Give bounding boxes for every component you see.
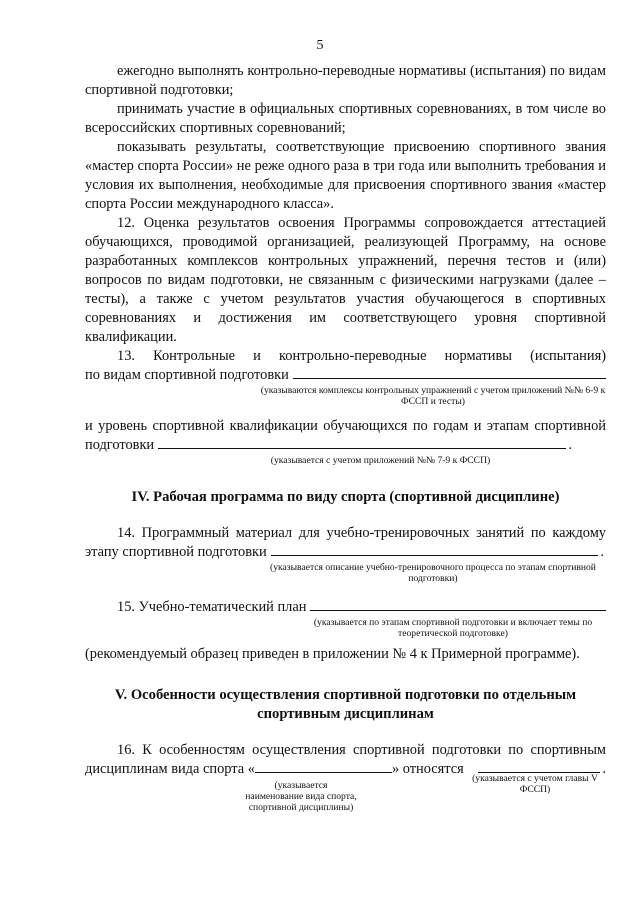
section-5-title-line2: спортивным дисциплинам xyxy=(257,706,434,722)
fill-in-line xyxy=(293,366,606,379)
item-16-start: дисциплинам вида спорта « xyxy=(85,761,255,777)
section-4-title: IV. Рабочая программа по виду спорта (спортивной дисциплине) xyxy=(131,489,560,505)
item-16-line1: 16. К особенностям осуществления спортивной подготовки по спортивным xyxy=(117,742,606,758)
paragraph-obligation-3: показывать результаты, соответствующие присвоению спортивного звания «мастер спорта России» не реже одного раза в три года или выполнить требования и условия их выполнения, необходимые для присвоения спортивного звания «мастер спорта России международного класса». xyxy=(85,139,606,212)
item-14-hint: (указывается описание учебно-тренировочного процесса по этапам спортивной подготовки) xyxy=(270,562,596,584)
item-15-hint: (указывается по этапам спортивной подготовки и включает темы по теоретической подготовке) xyxy=(313,617,593,639)
item-13-end: . xyxy=(568,437,572,453)
paragraph-obligation-1: ежегодно выполнять контрольно-переводные нормативы (испытания) по видам спортивной подготовки; xyxy=(85,63,606,98)
item-14-label: этапу спортивной подготовки xyxy=(85,544,267,560)
fill-in-line xyxy=(271,543,599,556)
fill-in-line xyxy=(310,598,606,611)
paragraph-12: 12. Оценка результатов освоения Программы сопровождается аттестацией обучающихся, проводимой организацией, реализующей Программу, на основе разработанных комплексов контрольных упражнений, перечня тестов и (или) вопросов по видам подготовки, не связанным с физическими нагрузками (далее – тесты), а также с учетом результатов участия обучающегося в спортивных соревнованиях и достижения им соответствующего уровня спортивной квалификации. xyxy=(85,215,606,345)
item-15-label: 15. Учебно-тематический план xyxy=(117,599,307,615)
document-body xyxy=(85,62,606,819)
item-15-line1 xyxy=(85,598,606,617)
page-number: 5 xyxy=(316,38,324,53)
item-13-line2 xyxy=(85,366,606,385)
section-5-title-line1: V. Особенности осуществления спортивной подготовки по отдельным xyxy=(114,687,577,703)
item-13-label: по видам спортивной подготовки xyxy=(85,367,289,383)
item-16-hint-left: (указывается наименование вида спорта, спортивной дисциплины) xyxy=(245,780,357,813)
fill-in-line xyxy=(158,436,566,449)
item-13-label2: подготовки xyxy=(85,437,155,453)
item-14-line1: 14. Программный материал для учебно-тренировочных занятий по каждому xyxy=(117,525,606,541)
item-16-hints xyxy=(85,773,606,819)
item-15-note: (рекомендуемый образец приведен в приложении № 4 к Примерной программе). xyxy=(85,646,580,662)
item-14-line2 xyxy=(85,543,606,562)
item-16-end: . xyxy=(602,761,606,777)
item-13-line4 xyxy=(85,436,606,455)
item-13-line3: и уровень спортивной квалификации обучающихся по годам и этапам спортивной xyxy=(85,418,606,434)
item-16-hint-right: (указывается с учетом главы V ФССП) xyxy=(472,773,598,795)
item-13-hint1: (указываются комплексы контрольных упражнений с учетом приложений №№ 6-9 к ФССП и тесты) xyxy=(260,385,606,407)
paragraph-obligation-2: принимать участие в официальных спортивных соревнованиях, в том числе во всероссийских спортивных соревнований; xyxy=(85,101,606,136)
sport-name-line xyxy=(255,760,392,773)
item-16-mid: » относятся xyxy=(391,761,464,777)
item-13-line1: 13. Контрольные и контрольно-переводные нормативы (испытания) xyxy=(117,348,606,364)
item-14-end: . xyxy=(600,544,604,560)
features-line xyxy=(478,760,601,773)
item-13-hint2: (указывается с учетом приложений №№ 7-9 к ФССП) xyxy=(270,455,491,466)
